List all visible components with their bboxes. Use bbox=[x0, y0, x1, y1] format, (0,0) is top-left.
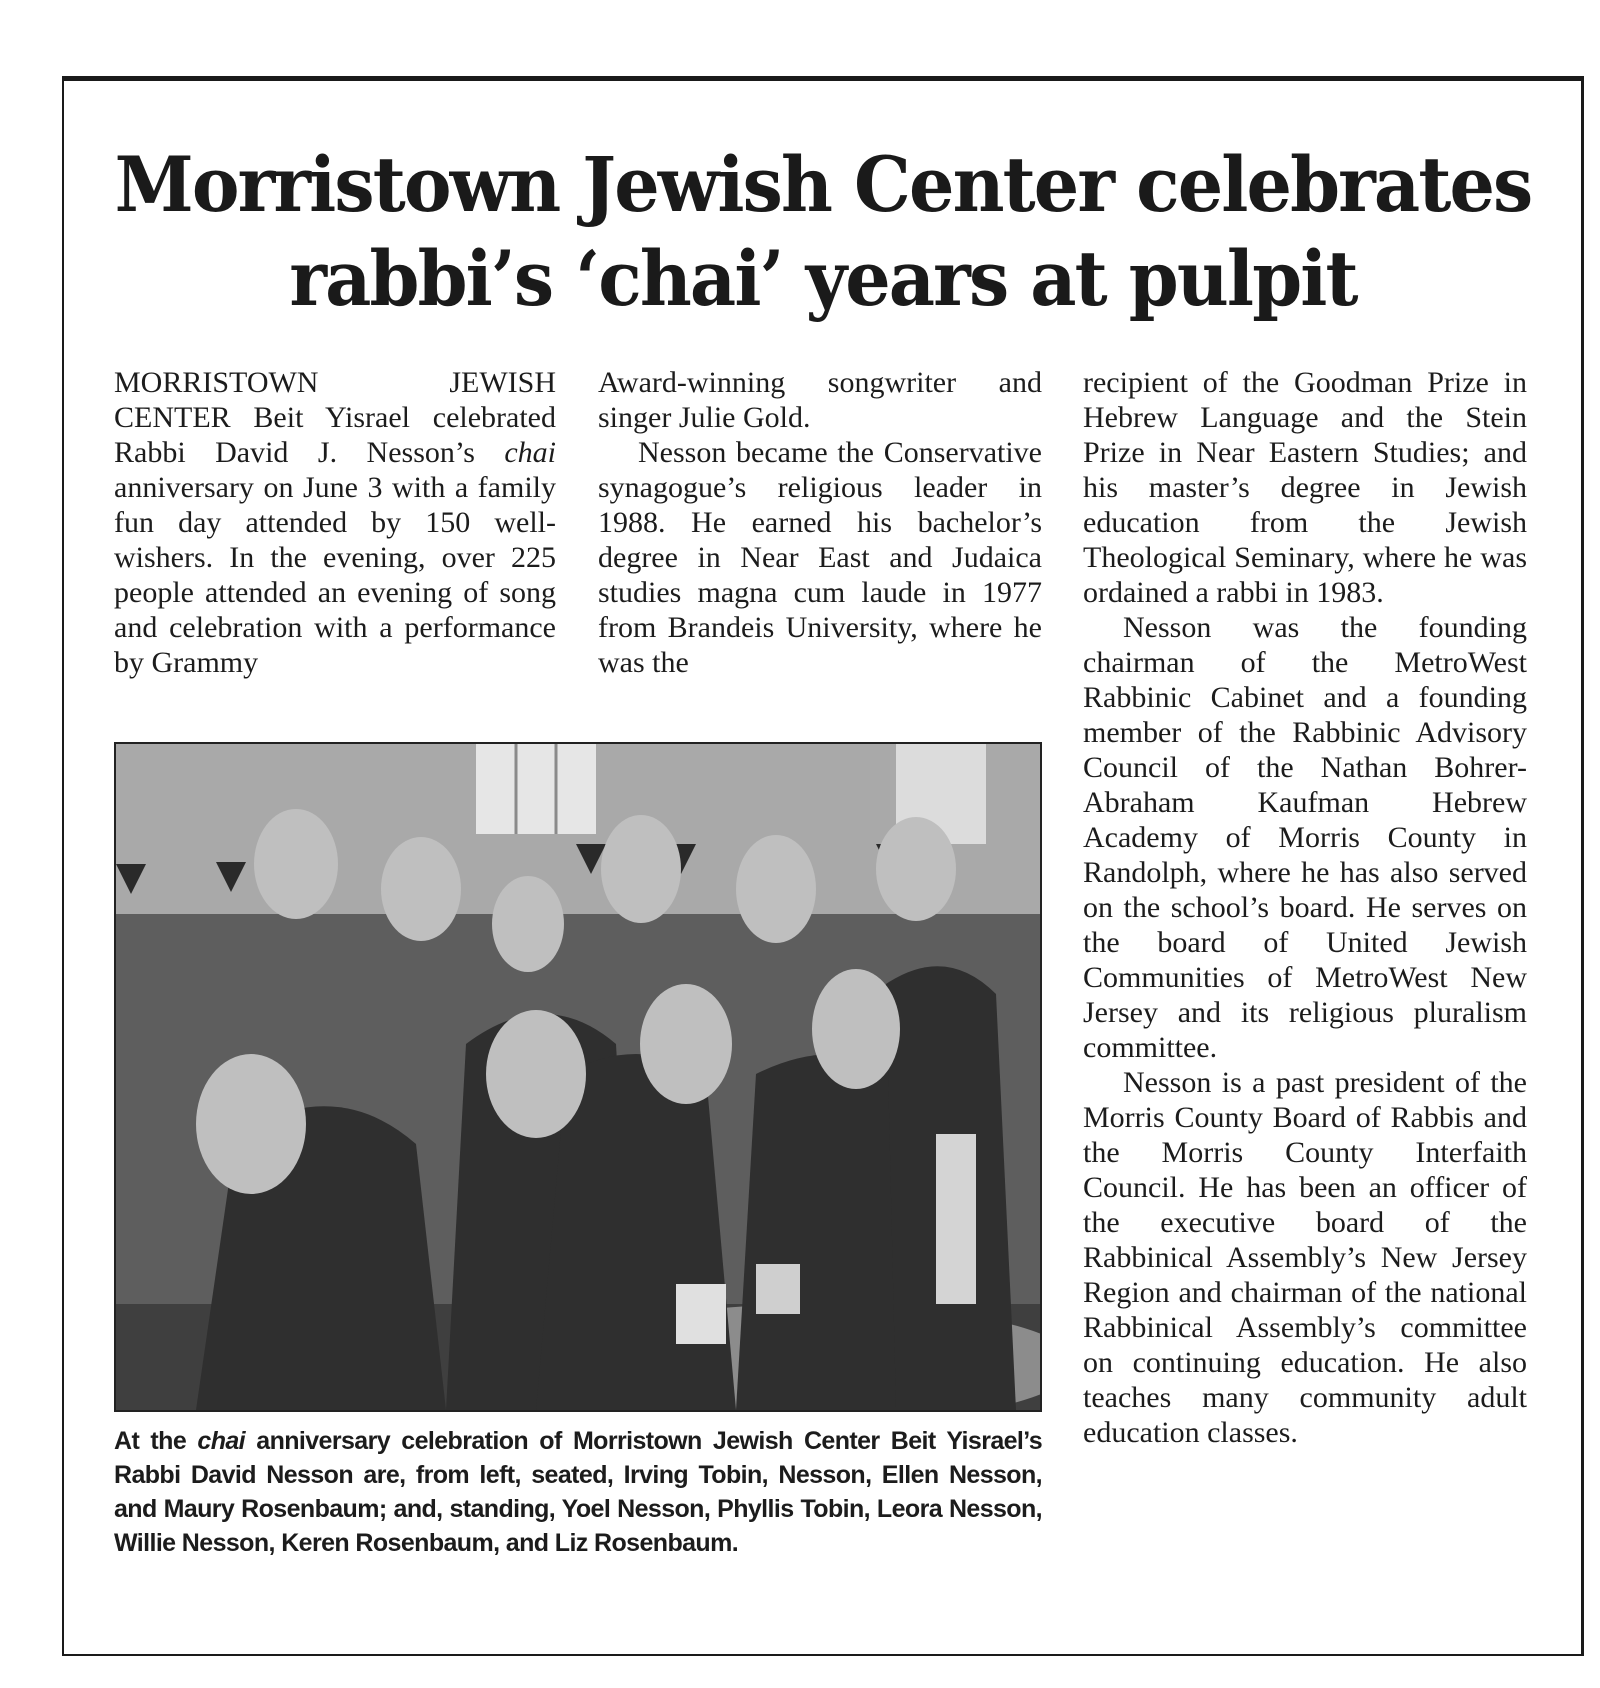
intro-italic-chai: chai bbox=[504, 436, 556, 469]
group-photo bbox=[114, 742, 1042, 1412]
paragraph-past-president: Nesson is a past president of the Morris County Board of Rabbis and the Morris County Interfaith Council. He has been an officer of the executive board of the Rabbinical Assembly’s New Jersey Region and chairman of the national Rabbinical Assembly’s committee on continuing education. He also teaches many community adult education classes. bbox=[1083, 1066, 1527, 1449]
paragraph-intro bbox=[114, 365, 556, 680]
photo-caption bbox=[114, 1424, 1042, 1560]
paragraph-prizes: recipient of the Goodman Prize in Hebrew Language and the Stein Prize in Near Eastern Studies; and his master’s degree in Jewish education from the Jewish Theological Seminary, where he was ordained a rabbi in 1983. bbox=[1083, 366, 1527, 609]
intro-text-a: MORRISTOWN JEWISH CENTER Beit Yisrael celebrated Rabbi David J. Nesson’s bbox=[114, 366, 556, 469]
caption-italic-chai: chai bbox=[197, 1427, 246, 1455]
paragraph-julie-gold: Award-winning songwriter and singer Julie Gold. bbox=[598, 366, 1042, 434]
article-column-2 bbox=[598, 365, 1042, 680]
paragraph-education: Nesson became the Conservative synagogue’s religious leader in 1988. He earned his bachelor’s degree in Near East and Judaica studies magna cum laude in 1977 from Brandeis University, where he was the bbox=[598, 436, 1042, 679]
paragraph-founding-chairman: Nesson was the founding chairman of the MetroWest Rabbinic Cabinet and a founding member of the Rabbinic Advisory Council of the Nathan Bohrer-Abraham Kaufman Hebrew Academy of Morris County in Randolph, where he has also served on the school’s board. He serves on the board of United Jewish Communities of MetroWest New Jersey and its religious pluralism committee. bbox=[1083, 611, 1527, 1064]
headline-line-2: rabbi’s ‘chai’ years at pulpit bbox=[289, 234, 1357, 323]
article-column-3 bbox=[1083, 365, 1527, 1450]
article-column-1 bbox=[114, 365, 556, 680]
caption-text-b: anniversary celebration of Morristown Jewish Center Beit Yisrael’s Rabbi David Nesson are, from left, seated, Irving Tobin, Nesson, Ellen Nesson, and Maury Rosenbaum; and, standing, Yoel Nesson, Phyllis Tobin, Leora Nesson, Willie Nesson, Keren Rosenbaum, and Liz Rosenbaum. bbox=[114, 1427, 1043, 1557]
intro-text-b: anniversary on June 3 with a family fun day attended by 150 well-wishers. In the evening, over 225 people attended an evening of song and celebration with a performance by Grammy bbox=[114, 471, 556, 679]
headline-line-1: Morristown Jewish Center celebrates bbox=[114, 140, 1532, 229]
caption-text-a: At the bbox=[114, 1427, 198, 1455]
headline bbox=[108, 138, 1539, 326]
